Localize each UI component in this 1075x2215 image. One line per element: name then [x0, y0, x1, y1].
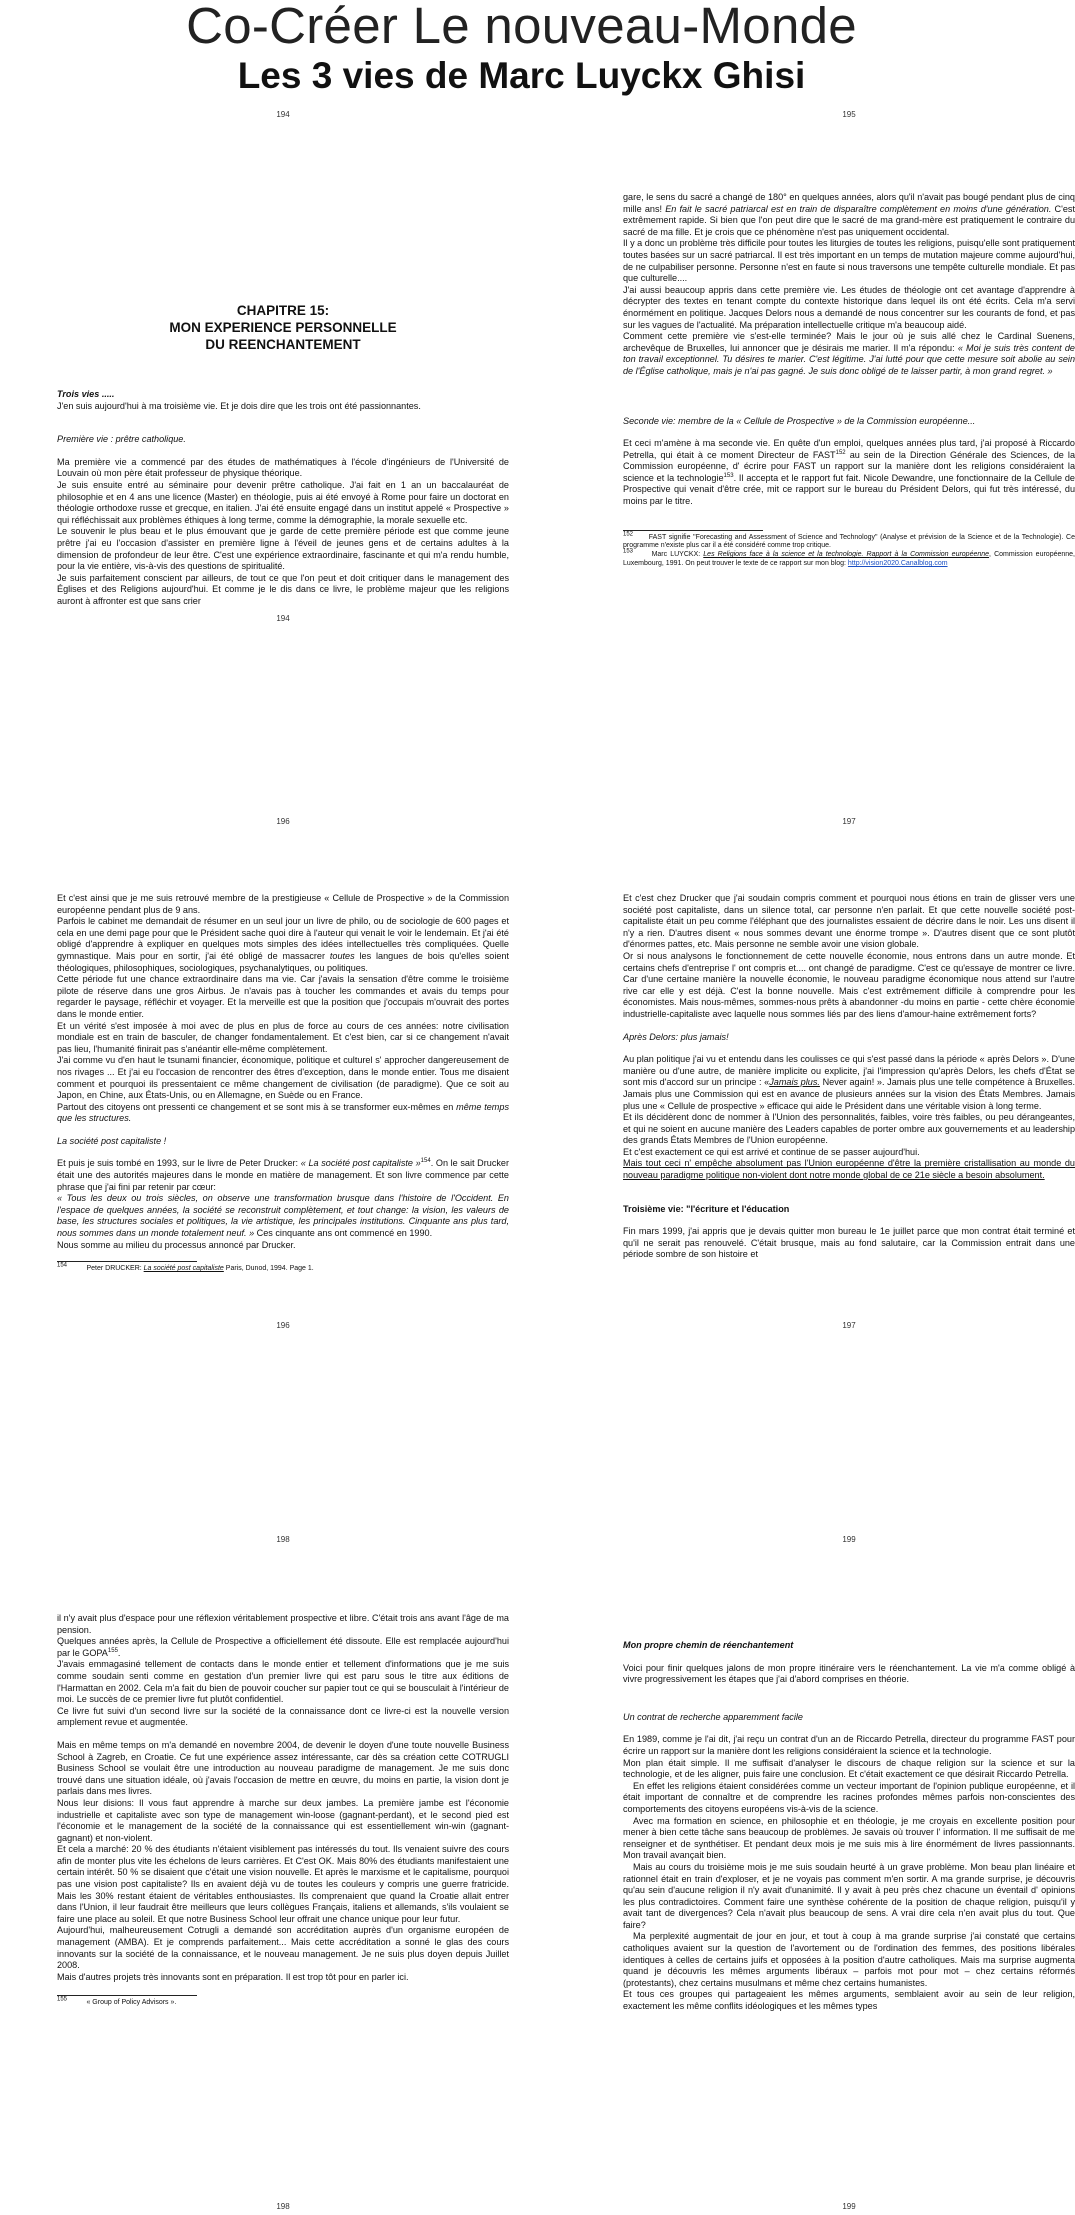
paragraph: En effet les religions étaient considérées comme un vecteur important de l'opinion publique européenne, et il était important de connaître et de comprendre les racines profondes mêmes parfois non-conscientes des comportements des citoyens européens vis-à-vis de la science.: [623, 1780, 1075, 1814]
footnote-separator: [57, 1261, 197, 1262]
chapter-title-line: MON EXPERIENCE PERSONNELLE: [169, 320, 397, 335]
text-run: Partout des citoyens ont pressenti ce changement et se sont mis à se transformer eux-mêmes en: [57, 1101, 457, 1112]
section-heading: Troisième vie: "l'écriture et l'éducation: [623, 1203, 790, 1214]
section-heading: Seconde vie: membre de la « Cellule de Prospective » de la Commission européenne...: [623, 415, 976, 426]
page-197: [623, 817, 1075, 1332]
footnote-number: 155: [57, 1997, 68, 2004]
paragraph: Ce livre fut suivi d'un second livre sur la société de la connaissance dont ce livre-ci est la nouvelle version amplement revue et augmentée.: [57, 1705, 509, 1728]
page-number-top: 198: [276, 1535, 290, 1544]
quote: [57, 1193, 509, 1239]
spread-198-199: [0, 1535, 1075, 2215]
page-number-bottom: 197: [842, 1321, 856, 1330]
page-body: [623, 192, 1075, 569]
footnote-text: Paris, Dunod, 1994. Page 1.: [223, 1265, 314, 1273]
footnote-number: 154: [57, 1262, 68, 1269]
text-run: Never again! ». Jamais plus une telle compétence à Bruxelles. Jamais plus une Commission qui est en avance de plusieurs années sur la vision des États Membres. Jamais plus une « Cellule de prospective » efficace qui aide le Président dans une véritable vision à long terme.: [623, 1077, 1075, 1111]
paragraph: J'en suis aujourd'hui à ma troisième vie. Et je dois dire que les trois ont été passionnantes.: [57, 400, 421, 411]
page-number-top: 199: [842, 1535, 856, 1544]
paragraph: [57, 916, 509, 974]
paragraph: Nous leur disions: Il vous faut apprendre à marche sur deux jambes. La première jambe est l'économie industrielle et capitaliste avec son type de management win-loose (gagnant-perdant), et le second pied est l'économie et le management de la société de la connaissance qui est essentiellement win-win (gagnant-gagnant) et non-violent.: [57, 1797, 509, 1843]
footnote: [623, 548, 1075, 569]
paragraph: [57, 1102, 509, 1125]
paragraph: Mais tout ceci n' empêche absolument pas l'Union européenne d'être la première cristallisation au monde du nouveau paradigme politique non-violent dont notre monde global de ce 21e siècle a besoin absolument.: [623, 1158, 1075, 1181]
paragraph: Cette période fut une chance extraordinaire dans ma vie. Car j'avais la sensation d'être comme le troisième pilote de réserve dans une gros Airbus. Je n'avais pas à toucher les commandes et avais du temps pour regarder le paysage, réfléchir et voyager. Et la merveille est que la position que j'occupais m'ouvrait des portes dans le monde entier.: [57, 974, 509, 1019]
footnote-ref[interactable]: 154: [420, 1158, 431, 1165]
paragraph: Voici pour finir quelques jalons de mon propre itinéraire vers le réenchantement. La vie m'a comme obligé à vivre progressivement les étapes que j'ai d'abord comprises en théorie.: [623, 1662, 1075, 1685]
document-subtitle: Les 3 vies de Marc Luyckx Ghisi: [237, 55, 806, 96]
paragraph: Mais d'autres projets très innovants sont en préparation. Il est trop tôt pour en parler ici.: [57, 1971, 409, 1982]
text-run: En fait le sacré patriarcal est en train de disparaître complètement en moins d'une génération.: [665, 203, 1052, 214]
paragraph: Ma première vie a commencé par des études de mathématiques à l'école d'ingénieurs de l'Université de Louvain où mon père était professeur de physique théorique.: [57, 456, 509, 479]
page-199: [623, 1535, 1075, 2213]
section-heading: La société post capitaliste !: [57, 1135, 167, 1146]
footnote-ref[interactable]: 152: [835, 449, 846, 456]
footnote-text: , Commission européenne, Luxembourg, 1991. On peut trouver le texte de ce rapport sur mon blog:: [623, 551, 1075, 568]
footnote-text: FAST signifie "Forecasting and Assessment of Science and Technology" (Analyse et prévision de la Science et de la Technologie). Ce programme n'existe plus car il a été considéré comme trop critique.: [623, 533, 1075, 550]
text-run: « Moi je suis très content de ton travail exceptionnel. Tu désires te marier. C'est légitime. J'ai lutté pour que cette mesure soit abolie au sein de l'Église catholique, mais je n'ai pas gagné. Je suis donc obligé de te laisser partir, à mon grand regret. »: [623, 342, 1075, 376]
paragraph: Aujourd'hui, malheureusement Cotrugli a demandé son accréditation auprès d'un organisme européen de management (AMBA). Et je comprends parfaitement... Mais cette accréditation a sonné le glas des cours innovants sur la société de la connaissance, et le nouveau management. Je ne suis plus doyen depuis Juillet 2008.: [57, 1925, 509, 1971]
paragraph: J'ai comme vu d'en haut le tsunami financier, économique, politique et culturel s' approcher dangereusement de nos rivages ... Et j'ai eu l'occasion de rencontrer des êtres d'exception, dans le monde entier. Tous me disaient comment et pourquoi ils pressentaient ce même changement de civilisation (de paradigme). Que ce soit au Japon, en Chine, aux États-Unis, ou en Allemagne, en Suède ou en France.: [57, 1055, 509, 1101]
spread-194-195: [0, 110, 1075, 625]
spread-196-197: [0, 817, 1075, 1332]
page-194: [57, 110, 509, 625]
page-number-top: 194: [276, 110, 290, 119]
footnote: [57, 1999, 509, 2008]
section-heading: Après Delors: plus jamais!: [623, 1031, 729, 1042]
page-body: [57, 302, 509, 608]
text-run: Parfois le cabinet me demandait de résumer en un seul jour un livre de philo, ou de sociologie de 600 pages et cela en une demi page pour que le Président sache quoi dire à l'auteur qui venait le voir le lendemain. Et j'ai été obligé d'apprendre à expliquer en quelques mots simples des idées intellectuelles très compliquées. Quelle gymnastique. Mais pour en sortir, j'ai été obligé de massacrer: [57, 916, 509, 961]
paragraph: Avec ma formation en science, en philosophie et en théologie, je me croyais en excellente position pour mener à bien cette tâche sans beaucoup de problèmes. Je savais où trouver l' information. Il me suffisait de me renseigner et de synthétiser. Et pendant deux mois je me suis mis à lire énormément de livres passionnants. Mon travail avançait bien.: [623, 1815, 1075, 1861]
paragraph: Et ils décidèrent donc de nommer à l'Union des personnalités, faibles, voire très faibles, ou peu dérangeantes, et qui ne soient en aucune manière des Leaders capables de porter ombre aux gouvernements et au leadership des grands États Membres de l'Union européenne.: [623, 1112, 1075, 1146]
footnote-text: La société post capitaliste: [143, 1265, 224, 1273]
page-number-bottom: 199: [842, 2202, 856, 2211]
paragraph: J'ai aussi beaucoup appris dans cette première vie. Les études de théologie ont cet avantage d'apprendre à décrypter des textes en tenant compte du contexte historique dans lequel ils ont été écrits. Cela m'a servi énormément en politique. Jacques Delors nous a demandé de nous concentrer sur les courants de fond, et pas sur les vagues de l'actualité. Ma préparation intellectuelle critique m'a beaucoup aidé.: [623, 284, 1075, 330]
text-run: C'est extrêmement rapide. Si bien que l'on peut dire que le sacré de ma grand-mère est pratiquement le contraire du sacré de ma fille. Et je crois que ce phénomène n'est pas uniquement occidental.: [623, 203, 1075, 237]
page-number-top: 195: [842, 110, 856, 119]
paragraph: Je suis parfaitement conscient par ailleurs, de tout ce que l'on peut et doit critiquer dans le management des Églises et des Religions aujourd'hui. Et comme je le dis dans ce livre, le problème majeur que les religions auront à affronter est que sans crier: [57, 572, 509, 606]
page-number-bottom: 196: [276, 1321, 290, 1330]
paragraph: Et c'est exactement ce qui est arrivé et continue de se passer aujourd'hui.: [623, 1146, 920, 1157]
paragraph: Et c'est chez Drucker que j'ai soudain compris comment et pourquoi nous étions en train de glisser vers une société post capitaliste, dans un silence total, car personne n'en parlait. Et que cette nouvelle société post-capitaliste était un peu comme l'éléphant que des journalistes essaient de décrire dans le noir. Les uns disent il n'y a rien. D'autres disent « nous sommes devant une énorme trompe ». D'autres disent que ce sont plutôt d'énormes pattes, etc. Mais personne ne semble avoir une vision globale.: [623, 893, 1075, 950]
chapter-title-line: DU REENCHANTEMENT: [205, 337, 361, 352]
chapter-title-line: CHAPITRE 15:: [236, 303, 330, 318]
footnote: [623, 531, 1075, 552]
footnote: [57, 1262, 509, 1274]
paragraph: [623, 192, 1075, 238]
paragraph: Fin mars 1999, j'ai appris que je devais quitter mon bureau le 1e juillet parce que mon contrat était terminé et qu'il ne serait pas renouvelé. C'était brusque, mais au fond salutaire, car la Commission entrait dans une période sombre de son histoire et: [623, 1226, 1075, 1260]
text-run: les langues de bois qu'elles soient théologiques, philosophiques, sociologiques, psychanalytiques, ou politiques.: [57, 950, 509, 973]
paragraph: Mon plan était simple. Il me suffisait d'analyser le discours de chaque religion sur la science et sur la technologie, et de les aligner, puis faire une conclusion. Et c'était exactement ce que désirait Riccardo Petrella.: [623, 1757, 1075, 1780]
text-run: Au plan politique j'ai vu et entendu dans les coulisses ce qui s'est passé dans la période « après Delors ». D'une manière ou d'une autre, de manière implicite ou explicite, j'ai l'impression qu'après Delors, les chefs d'État se sont mis d'accord sur un principe : «: [623, 1054, 1075, 1088]
text-run: . On le sait Drucker était une des autorités majeures dans le monde en matière de management. Et son livre commence par cette phrase que j'ai fini par retenir par cœur:: [57, 1158, 510, 1192]
page-number-top: 196: [276, 817, 290, 826]
text-run: même temps que les structures.: [57, 1101, 509, 1124]
footnote-text: Les Religions face à la science et la technologie. Rapport à la Commission européenne: [703, 551, 990, 559]
section-heading: Mon propre chemin de réenchantement: [623, 1640, 794, 1650]
paragraph: Or si nous analysons le fonctionnement de cette nouvelle économie, nous entrons dans un autre monde. Et certains chefs d'entreprise l' ont compris et.... ont changé de paradigme. C'est ce qu'essaye de montrer ce livre. Car d'une certaine manière la nouvelle économie, le nouveau paradigme économique nous attend sur l'autre rive car elle y est déjà. C'est la bonne nouvelle. Mais c'est extrêmement difficile à comprendre pour les économistes. Mais nous-mêmes, sommes-nous prêts à abandonner -du moins en partie - cette chère économie industrielle-capitaliste avec laquelle nous sommes liés par des liens d'amour-haine extrêmement forts?: [623, 950, 1075, 1019]
paragraph: il n'y avait plus d'espace pour une réflexion véritablement prospective et libre. C'était trois ans avant l'âge de ma pension.: [57, 1613, 509, 1635]
text-run: . Il accepta et le rapport fut fait. Nicole Dewandre, une fonctionnaire de la Cellule de Prospective qui venait d'être crée, mit ce rapport sur le bureau du Président Delors, qui fut très intéressé, du moins par le titre.: [623, 472, 1075, 507]
section-heading: Première vie : prêtre catholique.: [57, 434, 186, 445]
paragraph: Il y a donc un problème très difficile pour toutes les liturgies de toutes les religions, puisqu'elle sont pratiquement toutes basées sur un sacré patriarcal. Il est très important en un temps de mutation majeure comme aujourd'hui, de ne culpabiliser personne. Personne n'est en faute si nous traversons une tempête culturelle mondiale. Et pas que culturelle....: [623, 238, 1075, 284]
page-195: [623, 110, 1075, 625]
paragraph: Et c'est ainsi que je me suis retrouvé membre de la prestigieuse « Cellule de Prospective » de la Commission européenne pendant plus de 9 ans.: [57, 893, 509, 915]
text-run: toutes: [329, 950, 355, 961]
paragraph: Et cela a marché: 20 % des étudiants n'étaient visiblement pas intéressés du tout. Ils venaient suivre des cours afin de monter plus vite les échelons de leurs carrières. Et C'est OK. Mais 80% des étudiants manifestaient une certain intérêt. 50 % se disaient que c'était une vision nouvelle. Et après le marxisme et le capitalisme, pourquoi pas une vision post capitaliste? Ils en avaient déjà vu de toutes les couleurs y compris une guerre fratricide. Mais les 30% restant étaient de véritables enthousiastes. Ils comprenaient que quand la Croatie allait entrer dans l'Union, il leur faudrait être meilleurs que leurs collègues Français, italiens et allemands, s'ils voulaient se faire une place au soleil. Et que notre Business School leur offrait une chance unique pour leur futur.: [57, 1844, 509, 1924]
section-heading: Trois vies .....: [57, 389, 115, 399]
text-run: Et ceci m'amène à ma seconde vie. En quête d'un emploi, quelques années plus tard, j'ai proposé à Riccardo Petrella, qui était à ce moment Directeur de FAST: [623, 438, 1075, 460]
text-run: « La société post capitaliste »: [300, 1158, 421, 1169]
footnote-number: 152: [623, 531, 634, 538]
paragraph: [57, 1636, 509, 1659]
paragraph: Ma perplexité augmentait de jour en jour, et tout à coup à ma grande surprise j'ai constaté que certains catholiques avaient sur la question de l'avortement ou de l'ordination des femmes, des positions libérales identiques à celles de certains juifs et opposées à la position d'autre catholiques. Mais ma surprise augmenta quand je découvris les mêmes arguments libéraux – parfois mot pour mot – chez certains réformés (protestants), chez certains musulmans et même chez certains humanistes.: [623, 1931, 1075, 1988]
blog-link[interactable]: http://vision2020.Canalblog.com: [847, 560, 948, 568]
section-heading: Un contrat de recherche apparemment facile: [623, 1711, 803, 1722]
footnote-separator: [623, 530, 763, 531]
footnote-ref[interactable]: 153: [723, 472, 734, 479]
paragraph: [623, 331, 1075, 377]
text-run: .: [117, 1647, 121, 1658]
text-run: Quelques années après, la Cellule de Prospective a officiellement été dissoute. Elle est remplacée aujourd'hui par le GOPA: [57, 1636, 509, 1658]
text-run: Jamais plus.: [769, 1077, 820, 1088]
paragraph: Le souvenir le plus beau et le plus émouvant que je garde de cette première période est que comme jeune prêtre j'ai eu l'occasion d'assister en première ligne à l'éveil de jeunes gens et de certains adultes à la dimension de profondeur de leur être. C'est une expérience extraordinaire, fascinante et qui m'a rendu humble, pour la vie entière, vis-à-vis des questions de spiritualité.: [57, 526, 509, 572]
paragraph: J'avais emmagasiné tellement de contacts dans le monde entier et tellement d'informations que je me suis comme soudain senti comme en gestation d'un premier livre qui est paru sous le titre aux éditions de l'Harmattan en 2002. Cela m'a fait du bien de pouvoir coucher sur papier tout ce qui se bousculait à l'intérieur de moi. Le succès de ce premier livre fut plutôt confidentiel.: [57, 1659, 509, 1705]
footnote-text: « Group of Policy Advisors ».: [86, 1999, 177, 2007]
paragraph: [57, 1158, 509, 1193]
paragraph: Mais au cours du troisième mois je me suis soudain heurté à un grave problème. Mon beau plan linéaire et rationnel était en train d'exploser, et je ne voyais pas comment m'en sortir. A ma grande surprise, je découvris qu'au sein d'aucune religion il n'y avait d'unanimité. Il y avait à peu près chez chacune un éventail d' opinions les plus contradictoires. Comment faire une synthèse cohérente de la position de chaque religion, puisqu'il y avait tant de divergences? Cela n'avait plus beaucoup de sens. A vrai dire cela n'en avait plus du tout. Que faire?: [623, 1861, 1075, 1930]
text-run: Comment cette première vie s'est-elle terminée? Mais le jour où je suis allé chez le Cardinal Suenens, archevêque de Bruxelles, lui annoncer que je désirais me marier. Il m'a répondu:: [623, 331, 1075, 353]
page-198: [57, 1535, 509, 2213]
page-body: [57, 893, 509, 1274]
footnote-ref[interactable]: 155: [107, 1647, 118, 1654]
text-run: gare, le sens du sacré a changé de 180° en quelques années, alors qu'il n'avait pas bougé pendant plus de cinq mille ans!: [623, 192, 1075, 214]
paragraph: Et tous ces groupes qui partageaient les mêmes arguments, semblaient avoir au sein de leur religion, exactement les même conflits idéologiques et les mêmes types: [623, 1989, 1075, 2012]
paragraph: Je suis ensuite entré au séminaire pour devenir prêtre catholique. J'ai fait en 1 an un baccalauréat de philosophie et en 4 ans une licence (Master) en théologie, puis ai été envoyé à Rome pour faire un doctorat en théologie orthodoxe russe et grecque, en italien. J'ai été ensuite engagé dans un institut appelé « Prospective » qui réfléchissait aux problèmes éthiques à long terme, comme la démographie, la morale sexuelle etc.: [57, 479, 509, 525]
paragraph: En 1989, comme je l'ai dit, j'ai reçu un contrat d'un an de Riccardo Petrella, directeur du programme FAST pour écrire un rapport sur la manière dont les religions considéraient la science et la technologie.: [623, 1734, 1075, 1756]
text-run: au sein de la Direction Générale des Sciences, de la Commission européenne, d' écrire pour FAST un rapport sur la manière dont les religions considéraient la science et la technologie: [623, 449, 1075, 483]
page-number-bottom: 194: [276, 614, 290, 623]
document-title: Co-Créer Le nouveau-Monde: [186, 0, 857, 54]
paragraph: Et un vérité s'est imposée à moi avec de plus en plus de force au cours de ces années: notre civilisation mondiale est en train de basculer, de changer fondamentalement. Et c'est bien, car si ce changement n'avait pas lieu, l'humanité finirait pas s'anéantir elle-même complètement.: [57, 1020, 509, 1054]
footnote-text: Peter DRUCKER:: [86, 1265, 144, 1273]
paragraph: Mais en même temps on m'a demandé en novembre 2004, de devenir le doyen d'une toute nouvelle Business School à Zagreb, en Croatie. Ce fut une expérience assez intéressante, car dès sa création cette COTRUGLI Business School se voulait être une introduction au nouveau paradigme de management. Je me suis donc trouvé dans une situation idéale, où j'avais l'occasion de mettre en œuvre, du moins en partie, la vision dont je parlais dans mes livres.: [57, 1739, 509, 1797]
paragraph: Nous somme au milieu du processus annoncé par Drucker.: [57, 1239, 296, 1250]
text-run: Ces cinquante ans ont commencé en 1990.: [254, 1228, 433, 1239]
footnote-text: Marc LUYCKX:: [651, 551, 704, 559]
page-196: [57, 817, 509, 1332]
page-number-bottom: 198: [276, 2202, 290, 2211]
text-run: « Tous les deux ou trois siècles, on observe une transformation brusque dans l'histoire de l'Occident. En l'espace de quelques années, la société se reconstruit complètement, et tout change: la vision, les valeurs de base, les structures sociales et politiques, la vie artistique, les principales institutions. Cinquante ans plus tard, nous sommes dans un monde totalement neuf. »: [57, 1193, 509, 1239]
text-run: Et puis je suis tombé en 1993, sur le livre de Peter Drucker:: [57, 1158, 301, 1169]
page-number-top: 197: [842, 817, 856, 826]
paragraph: [623, 438, 1075, 508]
paragraph: [623, 1054, 1075, 1112]
footnote-number: 153: [623, 548, 634, 555]
page-body: [623, 893, 1075, 1261]
page-body: [57, 1613, 509, 2008]
footnote-separator: [57, 1995, 197, 1996]
page-body: [623, 1640, 1075, 2013]
